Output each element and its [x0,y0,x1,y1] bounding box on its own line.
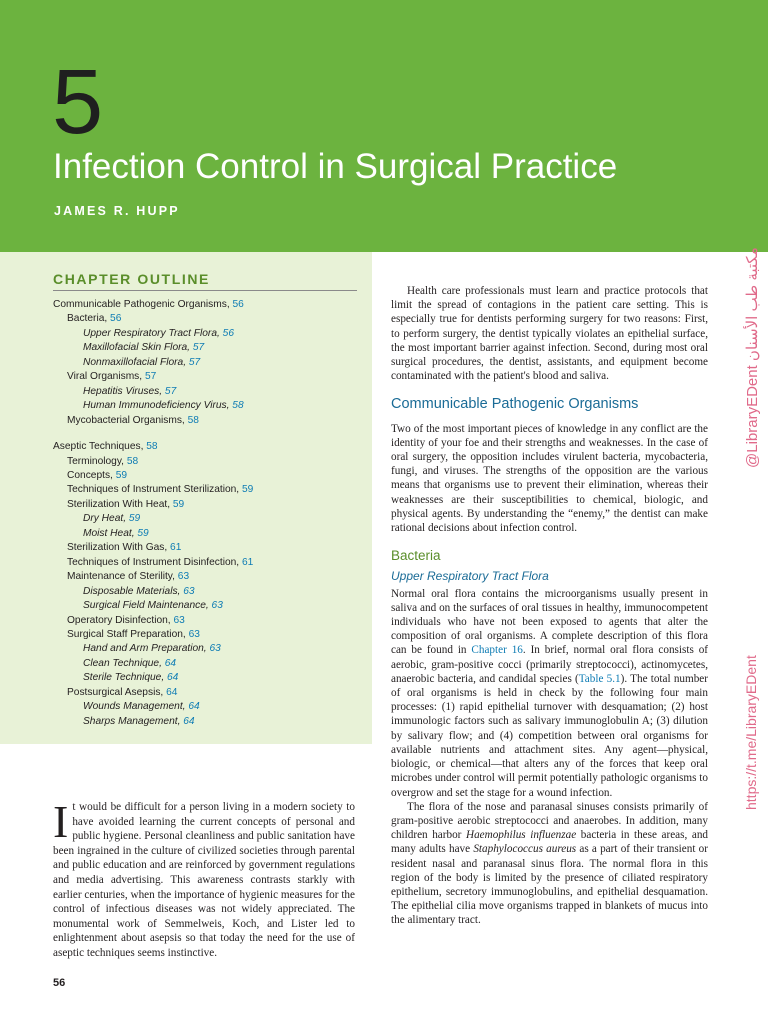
outline-item-page: 63 [183,585,195,597]
text-run: The flora of the nose and paranasal sinuses consists primarily of gram-positive aerobic streptococci and anaerobes. In addition, many children harbor [391,800,708,842]
watermark-lower: https://t.me/LibraryEDent [743,655,759,810]
chapter-16-link[interactable]: Chapter 16 [471,644,523,657]
outline-item[interactable] [53,469,363,483]
outline-item-page: 64 [166,686,178,698]
outline-item[interactable] [53,642,363,656]
outline-item-page: 59 [128,513,141,525]
outline-item-label: Disposable Materials, [83,585,184,597]
outline-item-label: Dry Heat, [83,513,129,525]
outline-item-label: Upper Respiratory Tract Flora, [83,327,223,339]
outline-item-page: 57 [164,385,177,397]
body-paragraph [391,587,708,800]
outline-item-page: 63 [177,571,190,583]
outline-item-page: 59 [137,527,149,539]
outline-item-page: 57 [192,342,205,354]
outline-item-label: Postsurgical Asepsis, [67,686,167,698]
outline-item-page: 57 [144,371,157,383]
outline-item-page: 59 [241,484,254,496]
outline-item[interactable] [53,657,363,671]
outline-item-page: 64 [183,715,195,727]
species-name: Staphylococcus aureus [473,843,577,856]
outline-item-page: 64 [167,672,179,684]
outline-item[interactable] [53,298,363,312]
outline-item[interactable] [53,527,363,541]
outline-item-page: 58 [232,400,244,412]
text-run: . In brief, normal oral flora consists of aerobic, gram-positive cocci (primarily streptococci), actinomycetes, anaerobic bacteria, and candidal species ( [391,644,709,685]
outline-item-label: Terminology, [67,455,127,467]
outline-item-label: Hand and Arm Preparation, [83,643,210,655]
chapter-outline-title: CHAPTER OUTLINE [53,271,210,287]
outline-item[interactable] [53,455,363,469]
outline-item[interactable] [53,700,363,714]
outline-item-label: Communicable Pathogenic Organisms, [53,299,233,310]
outline-item[interactable] [53,312,363,326]
outline-item-page: 58 [126,455,139,467]
outline-item-page: 58 [146,441,158,453]
species-name: Haemophilus influenzae [465,829,577,842]
outline-item-label: Sterilization With Heat, [67,498,173,510]
outline-item[interactable] [53,341,363,355]
subsection-heading: Bacteria [391,548,441,564]
outline-item[interactable] [53,399,363,413]
outline-item[interactable] [53,512,363,526]
table-5-1-link[interactable]: Table 5.1 [578,672,621,685]
chapter-author: JAMES R. HUPP [54,204,180,218]
outline-item-label: Operatory Disinfection, [67,614,174,626]
drop-cap: I [53,796,69,847]
chapter-number: 5 [52,51,104,153]
text-run: ). The total number of oral organisms is held in check by the following four main processes: (1) rapid epithelial turnover with desquamation; (2) host immunologic factors such as salivary immunoglobulin A; (3) dilution by salivary flow; and (4) competition between oral organisms for available nutrients and attachment sites. Any agent—physical, biologic, or chemical—that alters any of the forces that keep oral microbes under control will permit potentially pathologic organisms to overgrow and set the stage for a wound infection. [391,672,708,799]
outline-item-label: Mycobacterial Organisms, [67,414,188,426]
outline-item[interactable] [53,599,363,613]
outline-item[interactable] [53,541,363,555]
outline-item-label: Hepatitis Viruses, [83,385,165,397]
outline-item[interactable] [53,570,363,584]
outline-item-page: 63 [188,628,200,640]
outline-item-label: Maintenance of Sterility, [67,571,178,583]
outline-item-page: 64 [164,657,177,669]
outline-item[interactable] [53,715,363,729]
outline-item[interactable] [53,498,363,512]
outline-item-label: Wounds Management, [83,701,189,713]
outline-item-label: Clean Technique, [83,657,165,669]
outline-item-label: Human Immunodeficiency Virus, [83,400,233,412]
outline-item-label: Nonmaxillofacial Flora, [83,356,189,368]
outline-item-label: Surgical Field Maintenance, [83,600,212,612]
outline-item[interactable] [53,370,363,384]
outline-item-page: 56 [232,299,244,310]
text-run: as a part of their transient or resident nasal and paranasal sinus flora. The normal flora in this region of the body is limited by the presence of ciliated respiratory epithelium, secretory immunoglobulins, and epithelial desquamation. The epithelial cilia move organisms trapped in blankets of mucus into the alimentary tract. [391,843,708,927]
outline-item[interactable] [53,614,363,628]
sub-subsection-heading: Upper Respiratory Tract Flora [391,569,549,584]
outline-item[interactable] [53,385,363,399]
outline-item-page: 61 [241,556,254,568]
outline-divider [53,290,357,291]
body-paragraph [391,800,708,928]
outline-item-label: Techniques of Instrument Disinfection, [67,556,242,568]
outline-item-label: Concepts, [67,469,116,481]
outline-item-label: Techniques of Instrument Sterilization, [67,484,242,496]
intro-paragraph [53,796,355,961]
outline-item-page: 59 [172,498,185,510]
outline-item-page: 63 [209,643,221,655]
outline-item[interactable] [53,327,363,341]
outline-item[interactable] [53,356,363,370]
outline-item-page: 59 [115,469,128,481]
section-heading: Communicable Pathogenic Organisms [391,396,639,413]
body-paragraph: Two of the most important pieces of knowledge in any conflict are the identity of your foe and their strengths and weaknesses. In the case of oral surgery, the opposition includes virulent bacteria, mycobacteria, fungi, and viruses. The strengths of the opposition are the various means that organisms use to prevent their elimination, whereas their weaknesses are their susceptibilities to chemical, biologic, and physical agents. By understanding the “enemy,” the dentist can make rational decisions about infection control. [391,422,708,535]
page-number: 56 [53,977,66,989]
body-paragraph: Health care professionals must learn and practice protocols that limit the spread of contagions in the patient care setting. This is especially true for dentists performing surgery for two reasons: First, to perform surgery, the dentist typically violates an epithelial surface, the most important barrier against infection. Second, during most oral surgical procedures, the dentist, assistants, and equipment become contaminated with the patient's blood and saliva. [391,285,708,383]
text-run: Normal oral flora contains the microorganisms usually present in saliva and on the surfaces of oral tissues in healthy, immunocompetent individuals who have not been exposed to agents that alter the composition of oral organisms. A complete description of this flora can be found in [391,587,708,657]
outline-item-label: Sterilization With Gas, [67,542,171,554]
text-run: bacteria in these areas, and many adults have [391,829,709,856]
outline-item-page: 58 [187,414,199,426]
outline-item-label: Sterile Technique, [83,672,168,684]
outline-item-label: Maxillofacial Skin Flora, [83,342,193,354]
outline-item[interactable] [53,414,363,428]
outline-item[interactable] [53,483,363,497]
outline-item-page: 63 [211,600,223,612]
outline-item-label: Bacteria, [67,313,111,325]
outline-item-label: Sharps Management, [83,715,184,727]
outline-item[interactable] [53,556,363,570]
outline-item-page: 63 [173,614,185,626]
outline-item-page: 64 [188,701,200,713]
chapter-outline-list [53,298,363,729]
chapter-title: Infection Control in Surgical Practice [53,147,618,186]
outline-item-page: 61 [170,542,182,554]
outline-item-page: 57 [188,356,201,368]
chapter-header [0,0,768,252]
intro-text: t would be difficult for a person living in a modern society to have avoided learning the current concepts of personal and public hygiene. Personal cleanliness and public sanitation have been ingrained in the culture of civilized societies through parental and public education and are reinforced by government regulations and media advertising. This awareness contrasts starkly with earlier centuries, when the importance of hygienic measures for the control of infectious diseases was not widely appreciated. The monumental work of Semmelweis, Koch, and Lister led to enlightenment about asepsis so that today the need for the use of aseptic techniques seems instinctive. [53,801,355,959]
outline-item-page: 56 [222,327,234,339]
outline-item-label: Surgical Staff Preparation, [67,628,189,640]
body-column [391,284,708,928]
outline-item-label: Aseptic Techniques, [53,441,147,453]
outline-item[interactable] [53,440,363,454]
outline-item-label: Moist Heat, [83,527,138,539]
outline-item[interactable] [53,628,363,642]
outline-item-page: 56 [110,313,122,325]
outline-item[interactable] [53,585,363,599]
watermark-upper: @LibraryEDent مكتبة طب الأسنان [744,247,761,468]
outline-item[interactable] [53,671,363,685]
outline-item[interactable] [53,686,363,700]
outline-item-label: Viral Organisms, [67,371,145,383]
